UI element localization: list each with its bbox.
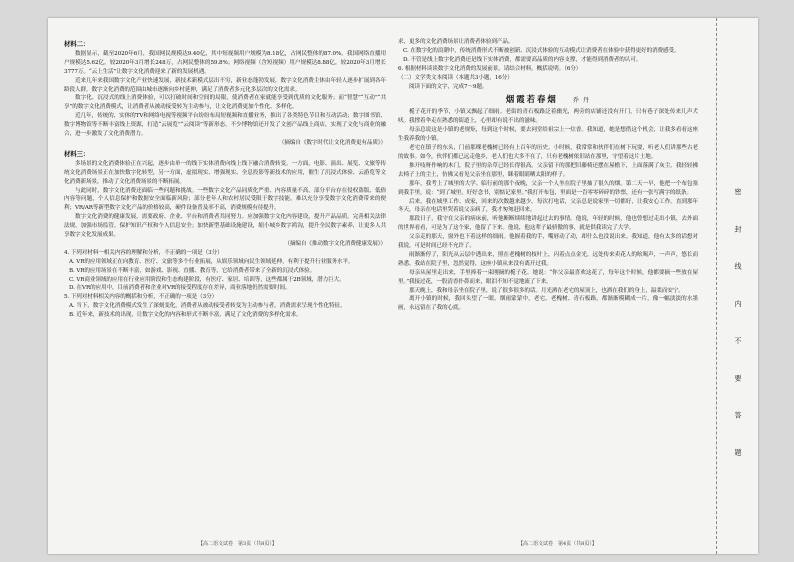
story-paragraph: 那天晚上，我和母亲坐在院子里，说了很多很多的话。月光洒在老宅的屋顶上，也洒在我们的身上，温柔而安宁。	[409, 287, 684, 294]
question-5-option: D. 不管是线上数字化消费还是线下实体消费，都需要高品质的内容支撑，才能得到消费者的认可。	[403, 56, 642, 63]
material3-paragraph: 多场景的文化消费体验正在兴起，逐步由单一的线下实体消费向线上线下融合消费转变。一方面，电影、演出、展览、文旅等传统文化消费场景正在加快数字化转型，另一方面，虚拟现实、增强现实、全息投影等新技术的应用，催生了沉浸式体验、云游览等文化消费新场景，推动了文化消费场景的不断拓展。	[64, 160, 386, 185]
material3-paragraph: 与此同时，数字文化消费还面临一些问题和挑战。一些数字文化产品同质化严重、内容质量不高，部分平台存在侵权盗版、低俗内容等问题，个人信息保护和数据安全面临新风险；部分老年人和农村居民受限于数字技能，难以充分享受数字文化消费带来的便利；VR/AR等新型数字文化产品的价格较高，硬件设备普及率不高，消费规模有待提升。	[64, 187, 386, 212]
story-paragraph: 推开吱呀作响的木门，院子里的杂草已经长得很高。父亲留下的那把旧藤椅还摆在屋檐下，上面落满了灰尘。我轻轻拂去椅子上的尘土，仿佛又看见父亲坐在那里，眯着眼睛晒太阳的样子。	[398, 162, 698, 178]
left-column	[64, 38, 386, 320]
story-paragraph: 雨渐渐停了，阳光从云层中透出来，照在老槐树的枝叶上，闪着点点金光。远处传来卖花人的吆喝声，一声声，悠长而熟悉。我站在院子里，忽然觉得，这座小镇从来没有离开过我。	[398, 251, 698, 267]
question-5-stem: 5. 下列对材料相关内容的概括和分析，不正确的一项是（3分）	[64, 294, 218, 301]
story-paragraph: 那段日子，我守在父亲的病床前，听他断断续续地讲起过去的事情。他说，年轻的时候，他也曾想过走出小镇，去外面的世界看看，可是为了这个家，他留了下来。他说，他这辈子最骄傲的事，就是供我读完了大学。	[398, 216, 698, 232]
question-5-options	[64, 302, 386, 320]
material3-body	[64, 160, 386, 240]
material2-heading: 材料二：	[64, 40, 90, 48]
question-4-option: D. 在VR的应用中，目前消费者和企业对VR的接受程度存在差异，商业落地仍然需要时间。	[69, 285, 291, 292]
section-heading: （二）文学类文本阅读（本题共3小题，16分）	[398, 74, 513, 81]
material2-paragraph: 近几年，传统的、实体的TV和网络电视等视频平台纷纷布局短视频和直播业务，推出了各类特色节目和互动活动；数字图书馆、数字博物馆等不断丰富线上资源，打造“云展览”“云阅读”等新形态，不少博物馆还开发了文创产品线上商店，实现了文化与商业的融合，进一步激发了文化消费潜力。	[64, 113, 386, 138]
question-5-options-continued	[398, 47, 698, 65]
story-paragraph: 后来，我在城里工作、成家，回来的次数越来越少。每次打电话，父亲总是说家里一切都好，让我安心工作。直到那年冬天，母亲在电话里哭着说父亲病了，我才匆匆赶回来。	[398, 198, 698, 214]
story-paragraph: 那年，我考上了城里的大学。临行前的那个夜晚，父亲一个人坐在院子里抽了很久的烟。第二天一早，他把一个布包塞到我手里，说：“到了城里，好好念书，别惦记家里。”我打开布包，里面是一沓零零碎碎的钞票，还有一张写满字的纸条。	[398, 180, 698, 196]
material2-body	[64, 50, 386, 139]
story-paragraph: 离开小镇的时候，我回头望了一眼。烟雨蒙蒙中，老宅、老槐树、青石板路，都渐渐模糊成一片，像一幅淡淡的水墨画，永远留在了我的心底。	[398, 296, 698, 312]
material2-source: （摘编自《数字时代让文化消费更有品质》）	[278, 139, 386, 146]
question-4-options	[64, 258, 386, 294]
story-title: 烟霞若春烟	[505, 94, 558, 105]
question-6-stem: 6. 根据材料谈谈数字文化消费的发展前景。请结合材料，概括说明。（6分）	[398, 65, 582, 72]
question-4-stem: 4. 下列对材料一相关内容的理解和分析，不正确的一项是（3分）	[64, 249, 223, 256]
right-column	[398, 38, 698, 313]
binding-strip-text: 密 封 线 内 不 要 答 题	[734, 188, 742, 470]
material3-paragraph: 数字文化消费的健康发展，需要政府、企业、平台和消费者共同努力。应加强数字文化内容建设，提升产品品质，完善相关法律法规，加强市场监管，保护知识产权和个人信息安全；加快新型基础设施建设，缩小城乡数字鸿沟，提升全民数字素养，让更多人共享数字文化发展成果。	[64, 214, 386, 239]
question-5-option: C. 在数字化的浪潮中，传统消费形式不断被创新、沉浸式体验的互动模式让消费者在体验中获得更好的消费感受。	[403, 47, 680, 54]
question-4-option: C. VR商业领域的应用在行业应用阶段和生态构建阶段，有医疗、家居、培训等，这些都属于2B领域，潜力巨大。	[69, 276, 345, 283]
story-paragraph: 老宅在镇子的东头，门前那棵老槐树已经有上百年的历史。小时候，我常常和伙伴们在树下玩耍，听老人们讲那些古老的故事。如今，伙伴们都已远走他乡，老人们也大多不在了，只有老槐树依旧站在那里，守望着这片土地。	[398, 145, 698, 160]
material3-heading: 材料三：	[64, 149, 90, 158]
story-title-line	[398, 94, 698, 106]
page-footer-right: 【高二语文试卷 第4页（共8页）】	[518, 541, 597, 547]
question-5-option: A. 当下，数字文化消费模式发生了深刻变化，消费者从被动接受者转变为主动参与者，消费需求呈现个性化特征。	[69, 303, 346, 310]
lead-text: 求，更多的文化消费场景让消费者体验到产品。	[398, 39, 514, 45]
material2-paragraph: 数字化、沉浸式的线上消费体验，可以打破时间和空间的局限，使消费者在家就能享受到优质的文化服务；而“智慧”“互动”“共享”的数字文化消费模式，让消费者从被动接受转为主动参与，让文化消费更加个性化、多样化。	[64, 95, 386, 111]
material2-paragraph: 近来几年来我国数字文化产业快速发展，新技术新模式层出不穷，新业态蓬勃发展，数字文化消费主体由年轻人逐步扩展到各年龄段人群，数字文化消费的范围由城市逐渐向乡村延伸，满足了消费者多元化多层次的文化需求。	[64, 77, 386, 93]
question-5-option: B. 近年来，新技术的出现，让数字文化的内容和形式不断丰富，满足了文化消费的多样化需求。	[69, 312, 302, 319]
material2-paragraph: 数据显示，截至2020年6月，我国网民规模达9.40亿，其中短视频用户规模为8.18亿，占网民整体的87.0%。我国网络直播用户规模达5.62亿，较2020年3月增长248万，占网民整体的59.8%；网络视频（含短视频）用户规模达8.88亿，较2020年3月增长3777万。“云上生活”让数字文化消费迎来了新的发展机遇。	[64, 50, 386, 75]
question-4-option: B. VR的应用场景在不断丰富，如游戏、影视、直播、教育等，它给消费者带来了全新的沉浸式体验。	[69, 267, 316, 274]
material3-source: （摘编自《推动数字文化消费健康发展》）	[284, 240, 386, 247]
page-footer-left: 【高二语文试卷 第3页（共8页）】	[198, 541, 277, 547]
story-body	[398, 108, 698, 313]
story-paragraph: 栀子花开的季节，小镇又飘起了细雨。老街的青石板路泛着幽光，两旁的店铺还没有开门，只有巷子深处传来几声犬吠。我撑着伞走在熟悉的街道上，心里却有说不出的滋味。	[398, 109, 698, 125]
question-4-option: A. VR的应用领域正在向教育、医疗、文旅等多个行业拓展，从娱乐领域向民生领域延伸，有利于提升行业服务水平。	[69, 258, 354, 265]
binding-strip	[716, 18, 759, 554]
story-paragraph: 父亲走的那天，窗外也下着这样的细雨。他握着我的手，嘴唇动了动，却什么也没说出来。我知道，他有太多的话想对我说，可是时间已经不允许了。	[398, 234, 698, 250]
story-paragraph: 母亲从屋里走出来，手里捧着一束刚摘的栀子花。她说：“你父亲最喜欢这花了，每年这个时候，他都要摘一些放在屋里。”我接过花，一股清香扑鼻而来，眼泪不知不觉地流了下来。	[398, 269, 698, 285]
section-instruction: 阅读下面的文字，完成7～9题。	[409, 83, 488, 90]
exam-sheet	[48, 18, 758, 554]
story-paragraph: 母亲总说这是小镇的老规矩，每到这个时候，要去祠堂给祖宗上一炷香。我知道，她是想借这个机会，让我多看看这座生我养我的小镇。	[398, 127, 698, 143]
story-author: 乔 丹	[572, 97, 591, 105]
